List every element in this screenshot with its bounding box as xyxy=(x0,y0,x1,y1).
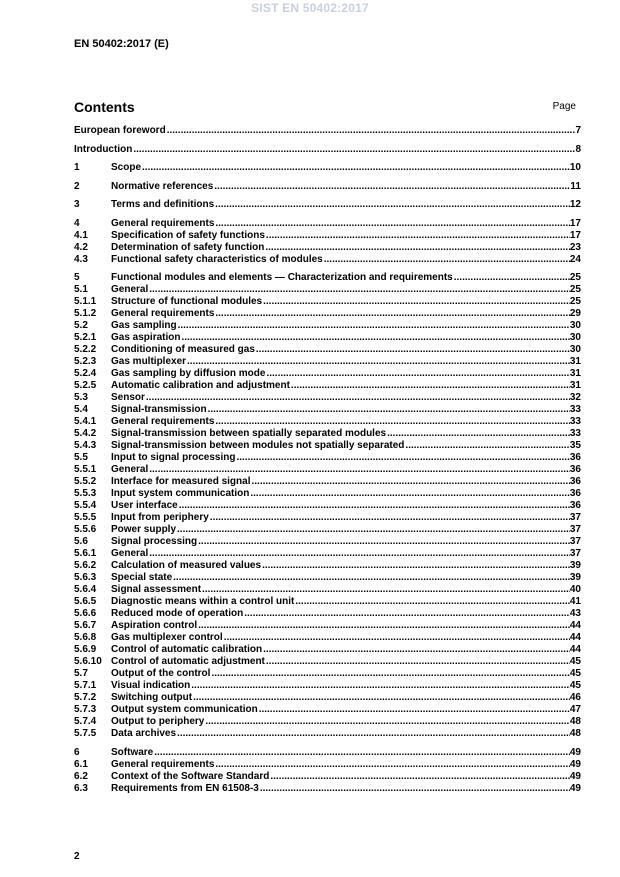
toc-group xyxy=(74,144,581,156)
toc-entry-page: 37 xyxy=(569,548,581,559)
toc-entry[interactable] xyxy=(74,242,581,254)
dot-leader xyxy=(178,320,570,332)
toc-entry-page: 49 xyxy=(569,782,581,794)
dot-leader xyxy=(149,548,570,560)
dot-leader xyxy=(214,181,570,193)
dot-leader xyxy=(405,440,569,452)
toc-entry-title: Control of automatic calibration xyxy=(111,644,263,655)
toc-entry-number: 5.5 xyxy=(74,452,88,463)
dot-leader xyxy=(146,392,570,404)
dot-leader xyxy=(224,632,570,644)
toc-entry-title: Power supply xyxy=(111,524,177,535)
toc-entry-page: 8 xyxy=(575,143,581,155)
toc-entry[interactable] xyxy=(74,771,581,783)
toc-entry-page: 37 xyxy=(569,536,581,547)
toc-entry[interactable] xyxy=(74,296,581,308)
toc-entry-number: 4.3 xyxy=(74,253,88,265)
toc-entry-page: 44 xyxy=(569,620,581,631)
toc-entry[interactable] xyxy=(74,284,581,296)
toc-entry[interactable] xyxy=(74,572,581,584)
toc-entry[interactable] xyxy=(74,728,581,740)
toc-entry-title: General requirements xyxy=(111,308,215,319)
toc-entry-number: 5.4.1 xyxy=(74,416,97,427)
dot-leader xyxy=(167,125,576,137)
toc-entry-page: 33 xyxy=(569,428,581,439)
dot-leader xyxy=(266,368,569,380)
toc-entry-number: 5.6.6 xyxy=(74,608,97,619)
document-id-header: EN 50402:2017 (E) xyxy=(74,38,169,50)
toc-entry[interactable] xyxy=(74,644,581,656)
toc-entry-page: 47 xyxy=(569,704,581,715)
toc-entry-number: 4 xyxy=(74,217,80,229)
toc-entry-title: Requirements from EN 61508-3 xyxy=(111,782,259,794)
toc-entry-number: 5.4 xyxy=(74,404,88,415)
toc-entry-page: 23 xyxy=(569,241,581,253)
toc-entry-page: 39 xyxy=(569,572,581,583)
dot-leader xyxy=(324,254,570,266)
toc-entry-title: General xyxy=(111,464,149,475)
toc-entry-title: User interface xyxy=(111,500,178,511)
toc-entry[interactable] xyxy=(74,416,581,428)
toc-entry-title: Gas multiplexer control xyxy=(111,632,223,643)
toc-list xyxy=(74,125,581,795)
dot-leader xyxy=(266,230,570,242)
toc-entry-title: Determination of safety function xyxy=(111,241,265,253)
toc-entry[interactable] xyxy=(74,584,581,596)
toc-entry-number: 5.5.5 xyxy=(74,512,97,523)
toc-entry-page: 10 xyxy=(569,162,581,173)
toc-entry-number: 6 xyxy=(74,746,80,758)
toc-entry[interactable] xyxy=(74,560,581,572)
toc-entry-title: Gas aspiration xyxy=(111,332,181,343)
dot-leader xyxy=(259,704,570,716)
toc-entry-title: Data archives xyxy=(111,728,177,739)
dot-leader xyxy=(291,380,570,392)
toc-entry-number: 6.2 xyxy=(74,770,88,782)
toc-entry-title: Functional modules and elements — Characterization and requirements xyxy=(111,272,453,283)
toc-entry[interactable] xyxy=(74,500,581,512)
toc-group xyxy=(74,218,581,266)
toc-entry-page: 33 xyxy=(569,416,581,427)
toc-entry-page: 45 xyxy=(569,656,581,667)
toc-group xyxy=(74,747,581,795)
toc-entry-number: 5.2.3 xyxy=(74,356,97,367)
dot-leader xyxy=(270,771,570,783)
toc-entry[interactable] xyxy=(74,759,581,771)
toc-entry[interactable] xyxy=(74,548,581,560)
toc-entry[interactable] xyxy=(74,747,581,759)
toc-entry-title: Structure of functional modules xyxy=(111,296,263,307)
toc-entry-page: 45 xyxy=(569,680,581,691)
toc-entry[interactable] xyxy=(74,608,581,620)
toc-entry-page: 44 xyxy=(569,632,581,643)
toc-entry-title: Signal-transmission between modules not spatially separated xyxy=(111,440,405,451)
toc-entry-page: 17 xyxy=(569,229,581,241)
toc-entry[interactable] xyxy=(74,181,581,193)
toc-entry-page: 11 xyxy=(570,180,581,192)
toc-entry-number: 5.3 xyxy=(74,392,88,403)
toc-entry-number: 6.3 xyxy=(74,782,88,794)
toc-group xyxy=(74,199,581,211)
toc-entry-page: 46 xyxy=(569,692,581,703)
dot-leader xyxy=(211,668,569,680)
toc-entry-page: 39 xyxy=(569,560,581,571)
toc-entry-number: 5.6.4 xyxy=(74,584,97,595)
toc-entry-title: European foreword xyxy=(74,125,166,136)
dot-leader xyxy=(262,560,570,572)
dot-leader xyxy=(202,584,570,596)
toc-entry-title: Input from periphery xyxy=(111,512,209,523)
toc-entry-page: 7 xyxy=(575,125,581,136)
toc-entry[interactable] xyxy=(74,218,581,230)
toc-entry-number: 5.6.5 xyxy=(74,596,97,607)
dot-leader xyxy=(215,199,570,211)
toc-entry-title: Gas multiplexer xyxy=(111,356,187,367)
toc-entry-number: 5.6.7 xyxy=(74,620,97,631)
toc-entry-title: Signal assessment xyxy=(111,584,202,595)
toc-entry-number: 5.1.2 xyxy=(74,308,97,319)
toc-entry-page: 36 xyxy=(569,488,581,499)
dot-leader xyxy=(295,596,570,608)
toc-entry-number: 5.6.9 xyxy=(74,644,97,655)
toc-entry-number: 5.1.1 xyxy=(74,296,97,307)
toc-entry-title: Signal-transmission xyxy=(111,404,207,415)
toc-entry-number: 5.7.4 xyxy=(74,716,97,727)
toc-entry-page: 44 xyxy=(569,644,581,655)
toc-entry[interactable] xyxy=(74,272,581,284)
toc-entry-page: 32 xyxy=(569,392,581,403)
toc-entry[interactable] xyxy=(74,668,581,680)
dot-leader xyxy=(263,644,570,656)
toc-entry-number: 5.5.3 xyxy=(74,488,97,499)
toc-entry-number: 5.2 xyxy=(74,320,88,331)
toc-entry-number: 5.2.5 xyxy=(74,380,97,391)
toc-entry-number: 5.6 xyxy=(74,536,88,547)
dot-leader xyxy=(215,759,570,771)
toc-entry[interactable] xyxy=(74,596,581,608)
toc-entry-title: General requirements xyxy=(111,416,215,427)
dot-leader xyxy=(191,680,570,692)
toc-entry-number: 5.6.1 xyxy=(74,548,97,559)
toc-entry[interactable] xyxy=(74,440,581,452)
toc-entry-page: 31 xyxy=(569,380,581,391)
toc-entry-page: 30 xyxy=(569,332,581,343)
dot-leader xyxy=(215,218,570,230)
toc-entry[interactable] xyxy=(74,704,581,716)
toc-entry-title: Functional safety characteristics of modules xyxy=(111,253,323,265)
toc-entry-page: 36 xyxy=(569,452,581,463)
dot-leader xyxy=(266,656,570,668)
dot-leader xyxy=(387,428,570,440)
toc-entry[interactable] xyxy=(74,230,581,242)
toc-entry-number: 5.6.2 xyxy=(74,560,97,571)
toc-entry[interactable] xyxy=(74,308,581,320)
toc-entry-page: 41 xyxy=(569,596,581,607)
watermark: SIST EN 50402:2017 xyxy=(251,1,369,15)
toc-entry-page: 17 xyxy=(569,217,581,229)
toc-entry[interactable] xyxy=(74,524,581,536)
toc-entry-title: Gas sampling by diffusion mode xyxy=(111,368,266,379)
toc-entry-number: 5.5.2 xyxy=(74,476,97,487)
footer-page-number: 2 xyxy=(74,851,80,862)
toc-entry-title: Normative references xyxy=(111,180,214,192)
toc-entry-number: 5.5.6 xyxy=(74,524,97,535)
toc-entry-number: 5.7.2 xyxy=(74,692,97,703)
toc-entry[interactable] xyxy=(74,380,581,392)
toc-entry-number: 5.2.1 xyxy=(74,332,97,343)
page-column-label: Page xyxy=(552,101,576,112)
toc-entry-page: 25 xyxy=(569,296,581,307)
toc-entry-title: Sensor xyxy=(111,392,145,403)
toc-entry[interactable] xyxy=(74,356,581,368)
toc-entry-number: 1 xyxy=(74,162,80,173)
toc-entry-number: 5.6.10 xyxy=(74,656,102,667)
toc-entry-number: 5 xyxy=(74,272,80,283)
toc-entry[interactable] xyxy=(74,162,581,174)
toc-entry-page: 31 xyxy=(569,368,581,379)
dot-leader xyxy=(210,512,570,524)
toc-entry-page: 31 xyxy=(569,356,581,367)
toc-entry[interactable] xyxy=(74,404,581,416)
toc-entry-title: Switching output xyxy=(111,692,193,703)
toc-entry-title: Introduction xyxy=(74,143,133,155)
toc-entry-title: Output system communication xyxy=(111,704,258,715)
dot-leader xyxy=(187,356,570,368)
toc-entry-page: 48 xyxy=(569,728,581,739)
dot-leader xyxy=(208,404,570,416)
toc-entry-number: 5.6.8 xyxy=(74,632,97,643)
toc-entry[interactable] xyxy=(74,680,581,692)
toc-entry-page: 12 xyxy=(569,199,581,210)
dot-leader xyxy=(198,620,570,632)
dot-leader xyxy=(154,747,570,759)
toc-entry[interactable] xyxy=(74,536,581,548)
toc-group xyxy=(74,162,581,174)
toc-entry-title: Automatic calibration and adjustment xyxy=(111,380,290,391)
contents-heading: Contents xyxy=(74,99,135,115)
toc-entry-title: General requirements xyxy=(111,758,215,770)
toc-entry[interactable] xyxy=(74,254,581,266)
toc-entry[interactable] xyxy=(74,344,581,356)
toc-entry-page: 30 xyxy=(569,344,581,355)
toc-entry-title: Specification of safety functions xyxy=(111,229,265,241)
toc-entry-page: 35 xyxy=(569,440,581,451)
toc-entry-title: Terms and definitions xyxy=(111,199,215,210)
dot-leader xyxy=(236,452,569,464)
dot-leader xyxy=(205,716,570,728)
dot-leader xyxy=(149,284,570,296)
toc-entry-title: General xyxy=(111,284,149,295)
dot-leader xyxy=(215,308,570,320)
dot-leader xyxy=(260,783,570,795)
dot-leader xyxy=(173,572,570,584)
toc-entry-number: 5.4.3 xyxy=(74,440,97,451)
dot-leader xyxy=(193,692,570,704)
toc-entry[interactable] xyxy=(74,368,581,380)
toc-entry-number: 5.1 xyxy=(74,284,88,295)
toc-entry-title: Reduced mode of operation xyxy=(111,608,244,619)
toc-entry-number: 5.7.5 xyxy=(74,728,97,739)
toc-entry[interactable] xyxy=(74,692,581,704)
toc-entry-number: 5.4.2 xyxy=(74,428,97,439)
dot-leader xyxy=(177,524,570,536)
toc-entry-title: Conditioning of measured gas xyxy=(111,344,255,355)
dot-leader xyxy=(177,728,570,740)
toc-entry-page: 49 xyxy=(569,758,581,770)
dot-leader xyxy=(252,476,570,488)
toc-entry-number: 5.7.3 xyxy=(74,704,97,715)
toc-entry-page: 36 xyxy=(569,464,581,475)
toc-entry-number: 4.2 xyxy=(74,241,88,253)
toc-entry-number: 5.2.4 xyxy=(74,368,97,379)
toc-entry-page: 37 xyxy=(569,512,581,523)
toc-entry-page: 37 xyxy=(569,524,581,535)
toc-entry-number: 5.7 xyxy=(74,668,88,679)
toc-entry-number: 5.2.2 xyxy=(74,344,97,355)
toc-entry-page: 25 xyxy=(569,272,581,283)
toc-entry-number: 5.5.4 xyxy=(74,500,97,511)
toc-entry-title: General xyxy=(111,548,149,559)
toc-entry-title: Visual indication xyxy=(111,680,191,691)
toc-entry-title: Special state xyxy=(111,572,173,583)
toc-entry-title: Diagnostic means within a control unit xyxy=(111,596,295,607)
dot-leader xyxy=(215,416,570,428)
toc-entry-page: 29 xyxy=(569,308,581,319)
dot-leader xyxy=(198,536,570,548)
toc-entry-number: 3 xyxy=(74,199,80,210)
toc-entry[interactable] xyxy=(74,144,581,156)
toc-entry-number: 5.7.1 xyxy=(74,680,97,691)
toc-entry[interactable] xyxy=(74,716,581,728)
dot-leader xyxy=(133,144,575,156)
toc-entry-page: 25 xyxy=(569,284,581,295)
toc-group xyxy=(74,181,581,193)
toc-entry[interactable] xyxy=(74,452,581,464)
toc-entry[interactable] xyxy=(74,464,581,476)
dot-leader xyxy=(265,242,570,254)
toc-entry-page: 40 xyxy=(569,584,581,595)
toc-entry-title: Context of the Software Standard xyxy=(111,770,270,782)
toc-entry-title: Input system communication xyxy=(111,488,250,499)
toc-entry-page: 49 xyxy=(569,770,581,782)
toc-entry-number: 5.5.1 xyxy=(74,464,97,475)
dot-leader xyxy=(250,488,570,500)
dot-leader xyxy=(263,296,570,308)
toc-entry[interactable] xyxy=(74,199,581,211)
toc-entry[interactable] xyxy=(74,488,581,500)
dot-leader xyxy=(181,332,569,344)
toc-entry-page: 43 xyxy=(569,608,581,619)
toc-entry-number: 5.6.3 xyxy=(74,572,97,583)
toc-group xyxy=(74,125,581,137)
toc-entry-page: 45 xyxy=(569,668,581,679)
toc-entry-page: 48 xyxy=(569,716,581,727)
toc-group xyxy=(74,272,581,740)
toc-entry-title: Input to signal processing xyxy=(111,452,236,463)
toc-entry-title: Control of automatic adjustment xyxy=(111,656,265,667)
toc-entry-number: 4.1 xyxy=(74,229,88,241)
toc-entry[interactable] xyxy=(74,512,581,524)
toc-entry-title: Output to periphery xyxy=(111,716,205,727)
toc-entry-title: Signal-transmission between spatially separated modules xyxy=(111,428,387,439)
toc-entry-title: Signal processing xyxy=(111,536,198,547)
toc-entry[interactable] xyxy=(74,392,581,404)
toc-entry[interactable] xyxy=(74,476,581,488)
dot-leader xyxy=(149,464,570,476)
dot-leader xyxy=(454,272,570,284)
toc-entry[interactable] xyxy=(74,620,581,632)
toc-entry[interactable] xyxy=(74,332,581,344)
dot-leader xyxy=(256,344,570,356)
toc-entry[interactable] xyxy=(74,656,581,668)
toc-entry-title: Interface for measured signal xyxy=(111,476,251,487)
toc-entry[interactable] xyxy=(74,783,581,795)
dot-leader xyxy=(244,608,570,620)
toc-entry-title: Scope xyxy=(111,162,142,173)
toc-entry-page: 36 xyxy=(569,500,581,511)
toc-entry-page: 33 xyxy=(569,404,581,415)
toc-entry-title: Output of the control xyxy=(111,668,211,679)
toc-entry-title: Software xyxy=(111,746,154,758)
toc-entry-title: Aspiration control xyxy=(111,620,198,631)
toc-entry-number: 2 xyxy=(74,180,80,192)
dot-leader xyxy=(179,500,570,512)
toc-entry[interactable] xyxy=(74,428,581,440)
toc-entry-page: 36 xyxy=(569,476,581,487)
toc-entry-title: Gas sampling xyxy=(111,320,177,331)
toc-entry-page: 49 xyxy=(569,746,581,758)
toc-entry[interactable] xyxy=(74,320,581,332)
toc-entry[interactable] xyxy=(74,125,581,137)
toc-entry-page: 30 xyxy=(569,320,581,331)
toc-entry[interactable] xyxy=(74,632,581,644)
toc-entry-number: 6.1 xyxy=(74,758,88,770)
toc-entry-title: General requirements xyxy=(111,217,215,229)
toc-entry-title: Calculation of measured values xyxy=(111,560,262,571)
dot-leader xyxy=(142,162,570,174)
toc-entry-page: 24 xyxy=(569,253,581,265)
